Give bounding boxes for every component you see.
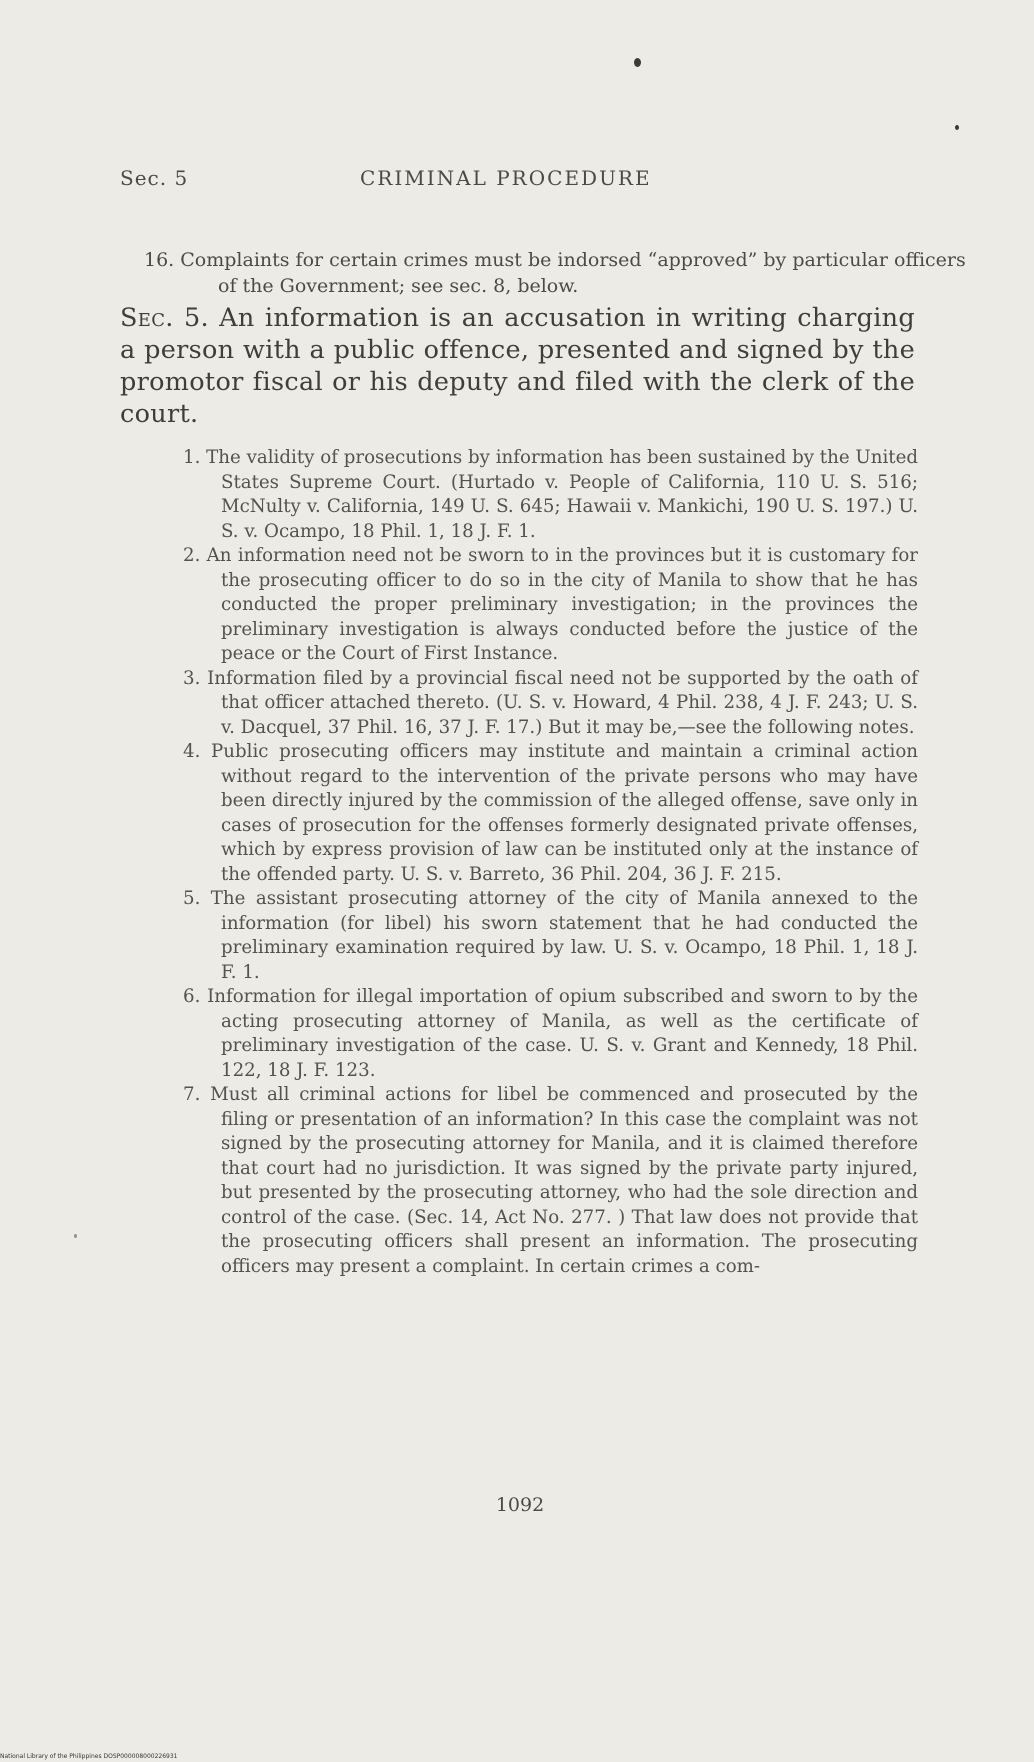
running-header — [120, 166, 910, 196]
ink-speck — [634, 58, 641, 67]
annotation-notes — [156, 446, 918, 1279]
note-item: 1. The validity of prosecutions by information has been sustained by the United States Supreme Court. (Hurtado v. People of California, 110 U. S. 516; McNulty v. California, 149 U. S. 645; Hawaii v. Mankichi, 190 U. S. 197.) U. S. v. Ocampo, 18 Phil. 1, 18 J. F. 1. — [183, 447, 918, 542]
note-item: 3. Information filed by a provincial fiscal need not be supported by the oath of that officer attached thereto. (U. S. v. Howard, 4 Phil. 238, 4 J. F. 243; U. S. v. Dacquel, 37 Phil. 16, 37 J. F. 17.) But it may be,—see the following notes. — [183, 667, 918, 738]
section-5-text — [120, 302, 915, 430]
header-title: CRIMINAL PROCEDURE — [360, 166, 652, 190]
section-body: An information is an accusation in writing charging a person with a public offence, presented and signed by the promotor fiscal or his deputy and filed with the clerk of the court. — [120, 303, 915, 429]
note-item: 7. Must all criminal actions for libel be commenced and prosecuted by the filing or presentation of an information? In this case the complaint was not signed by the prosecuting attorney for Manila, and it is claimed therefore that court had no jurisdiction. It was signed by the private party injured, but presented by the prosecuting attorney, who had the sole direction and control of the case. (Sec. 14, Act No. 277. ) That law does not provide that the prosecuting officers shall present an information. The prosecuting officers may present a complaint. In certain crimes a com- — [183, 1084, 918, 1277]
page-number: 1092 — [495, 1494, 545, 1516]
header-section: Sec. 5 — [120, 166, 189, 190]
ink-speck — [74, 1234, 77, 1238]
library-footer: National Library of the Philippines DOSP000008000226931 — [0, 1753, 178, 1760]
ink-speck — [955, 125, 959, 130]
section-label: Sec. 5. — [120, 303, 209, 333]
note-item: 6. Information for illegal importation of opium subscribed and sworn to by the acting prosecuting attorney of Manila, as well as the certificate of preliminary investigation of the case. U. S. v. Grant and Kennedy, 18 Phil. 122, 18 J. F. 123. — [183, 986, 918, 1081]
note-16: 16. Complaints for certain crimes must be indorsed “approved” by particular officers of the Government; see sec. 8, below. — [144, 249, 966, 297]
note-item: 2. An information need not be sworn to in the provinces but it is customary for the prosecuting officer to do so in the city of Manila to show that he has conducted the proper preliminary investigation; in the provinces the preliminary investigation is always conducted before the justice of the peace or the Court of First Instance. — [183, 545, 918, 664]
note-item: 5. The assistant prosecuting attorney of the city of Manila annexed to the information (for libel) his sworn statement that he had conducted the preliminary examination required by law. U. S. v. Ocampo, 18 Phil. 1, 18 J. F. 1. — [183, 888, 918, 983]
note-item: 4. Public prosecuting officers may institute and maintain a criminal action without regard to the intervention of the private persons who may have been directly injured by the commission of the alleged offense, save only in cases of prosecution for the offenses formerly designated private offenses, which by express provision of law can be instituted only at the instance of the offended party. U. S. v. Barreto, 36 Phil. 204, 36 J. F. 215. — [183, 741, 918, 885]
